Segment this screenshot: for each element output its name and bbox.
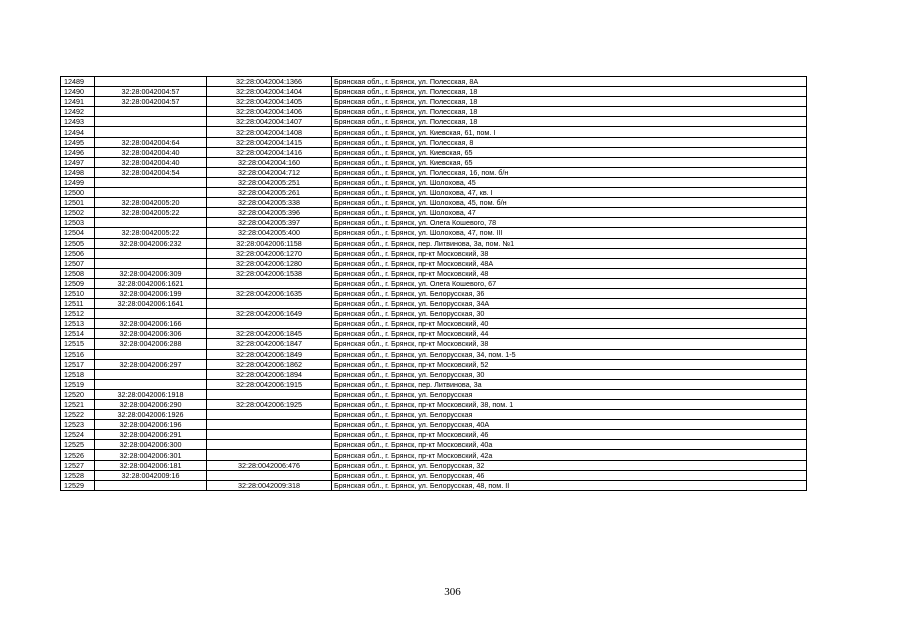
table-row (61, 278, 807, 288)
row-number-cell: 12525 (61, 440, 95, 450)
address-cell: Брянская обл., г. Брянск, ул. Белорусская, 30 (332, 309, 807, 319)
address-cell: Брянская обл., г. Брянск, ул. Полесская, 16, пом. б/н (332, 167, 807, 177)
building-number-cell: 32:28:0042004:1407 (207, 117, 332, 127)
building-number-cell: 32:28:0042006:1915 (207, 379, 332, 389)
row-number-cell: 12512 (61, 309, 95, 319)
building-number-cell: 32:28:0042004:712 (207, 167, 332, 177)
land-plot-number-cell: 32:28:0042004:54 (95, 167, 207, 177)
address-cell: Брянская обл., г. Брянск, пр-кт Московский, 48 (332, 268, 807, 278)
building-number-cell: 32:28:0042004:1408 (207, 127, 332, 137)
address-cell: Брянская обл., г. Брянск, пр-кт Московский, 38 (332, 339, 807, 349)
building-number-cell (207, 389, 332, 399)
row-number-cell: 12498 (61, 167, 95, 177)
building-number-cell: 32:28:0042005:251 (207, 177, 332, 187)
land-plot-number-cell (95, 117, 207, 127)
row-number-cell: 12518 (61, 369, 95, 379)
land-plot-number-cell: 32:28:0042004:57 (95, 87, 207, 97)
address-cell: Брянская обл., г. Брянск, пер. Литвинова, 3а, пом. №1 (332, 238, 807, 248)
table-row (61, 137, 807, 147)
address-cell: Брянская обл., г. Брянск, ул. Шолохова, 47, кв. I (332, 188, 807, 198)
building-number-cell: 32:28:0042006:1894 (207, 369, 332, 379)
land-plot-number-cell (95, 349, 207, 359)
land-plot-number-cell: 32:28:0042006:1918 (95, 389, 207, 399)
building-number-cell: 32:28:0042006:1538 (207, 268, 332, 278)
land-plot-number-cell: 32:28:0042006:297 (95, 359, 207, 369)
land-plot-number-cell (95, 177, 207, 187)
table-row (61, 258, 807, 268)
row-number-cell: 12499 (61, 177, 95, 187)
table-row (61, 299, 807, 309)
row-number-cell: 12489 (61, 77, 95, 87)
address-cell: Брянская обл., г. Брянск, ул. Шолохова, 47, пом. III (332, 228, 807, 238)
row-number-cell: 12491 (61, 97, 95, 107)
row-number-cell: 12510 (61, 288, 95, 298)
building-number-cell (207, 278, 332, 288)
building-number-cell (207, 430, 332, 440)
row-number-cell: 12524 (61, 430, 95, 440)
table-row (61, 188, 807, 198)
building-number-cell: 32:28:0042005:396 (207, 208, 332, 218)
address-cell: Брянская обл., г. Брянск, ул. Белорусская, 32 (332, 460, 807, 470)
row-number-cell: 12514 (61, 329, 95, 339)
address-cell: Брянская обл., г. Брянск, ул. Шолохова, 47 (332, 208, 807, 218)
row-number-cell: 12521 (61, 400, 95, 410)
building-number-cell: 32:28:0042006:1862 (207, 359, 332, 369)
table-row (61, 480, 807, 490)
land-plot-number-cell: 32:28:0042006:300 (95, 440, 207, 450)
building-number-cell: 32:28:0042006:1158 (207, 238, 332, 248)
table-row (61, 87, 807, 97)
row-number-cell: 12523 (61, 420, 95, 430)
row-number-cell: 12507 (61, 258, 95, 268)
table-row (61, 147, 807, 157)
table-body (61, 77, 807, 491)
row-number-cell: 12494 (61, 127, 95, 137)
row-number-cell: 12492 (61, 107, 95, 117)
building-number-cell: 32:28:0042004:1415 (207, 137, 332, 147)
land-plot-number-cell: 32:28:0042005:22 (95, 228, 207, 238)
row-number-cell: 12502 (61, 208, 95, 218)
table-row (61, 319, 807, 329)
land-plot-number-cell: 32:28:0042009:16 (95, 470, 207, 480)
land-plot-number-cell (95, 188, 207, 198)
land-plot-number-cell: 32:28:0042006:196 (95, 420, 207, 430)
table-row (61, 349, 807, 359)
building-number-cell (207, 450, 332, 460)
building-number-cell: 32:28:0042006:1845 (207, 329, 332, 339)
land-plot-number-cell: 32:28:0042004:57 (95, 97, 207, 107)
building-number-cell: 32:28:0042006:1849 (207, 349, 332, 359)
row-number-cell: 12511 (61, 299, 95, 309)
row-number-cell: 12501 (61, 198, 95, 208)
land-plot-number-cell (95, 369, 207, 379)
table-row (61, 167, 807, 177)
land-plot-number-cell: 32:28:0042006:290 (95, 400, 207, 410)
row-number-cell: 12506 (61, 248, 95, 258)
address-cell: Брянская обл., г. Брянск, ул. Белорусская (332, 410, 807, 420)
table-row (61, 410, 807, 420)
address-cell: Брянская обл., г. Брянск, пр-кт Московский, 44 (332, 329, 807, 339)
address-cell: Брянская обл., г. Брянск, пр-кт Московский, 48А (332, 258, 807, 268)
land-plot-number-cell (95, 248, 207, 258)
row-number-cell: 12515 (61, 339, 95, 349)
table-row (61, 97, 807, 107)
table-row (61, 157, 807, 167)
table-row (61, 460, 807, 470)
address-cell: Брянская обл., г. Брянск, пр-кт Московский, 40а (332, 440, 807, 450)
land-plot-number-cell: 32:28:0042004:64 (95, 137, 207, 147)
address-cell: Брянская обл., г. Брянск, пр-кт Московский, 40 (332, 319, 807, 329)
address-cell: Брянская обл., г. Брянск, ул. Киевская, 65 (332, 157, 807, 167)
address-cell: Брянская обл., г. Брянск, ул. Олега Кошевого, 67 (332, 278, 807, 288)
address-cell: Брянская обл., г. Брянск, ул. Белорусская, 34, пом. 1-5 (332, 349, 807, 359)
building-number-cell: 32:28:0042009:318 (207, 480, 332, 490)
building-number-cell (207, 299, 332, 309)
land-plot-number-cell (95, 127, 207, 137)
table-row (61, 379, 807, 389)
land-plot-number-cell: 32:28:0042006:288 (95, 339, 207, 349)
building-number-cell: 32:28:0042004:1416 (207, 147, 332, 157)
building-number-cell: 32:28:0042006:1847 (207, 339, 332, 349)
building-number-cell: 32:28:0042006:1635 (207, 288, 332, 298)
land-plot-number-cell: 32:28:0042006:199 (95, 288, 207, 298)
building-number-cell (207, 319, 332, 329)
building-number-cell: 32:28:0042005:400 (207, 228, 332, 238)
table-row (61, 339, 807, 349)
table-row (61, 369, 807, 379)
address-cell: Брянская обл., г. Брянск, ул. Киевская, 61, пом. I (332, 127, 807, 137)
land-plot-number-cell: 32:28:0042006:1621 (95, 278, 207, 288)
table-row (61, 288, 807, 298)
table-row (61, 389, 807, 399)
row-number-cell: 12526 (61, 450, 95, 460)
row-number-cell: 12496 (61, 147, 95, 157)
land-plot-number-cell: 32:28:0042006:1641 (95, 299, 207, 309)
table-row (61, 198, 807, 208)
land-plot-number-cell (95, 309, 207, 319)
table-row (61, 238, 807, 248)
address-cell: Брянская обл., г. Брянск, ул. Олега Кошевого, 78 (332, 218, 807, 228)
building-number-cell: 32:28:0042005:261 (207, 188, 332, 198)
building-number-cell: 32:28:0042004:1366 (207, 77, 332, 87)
row-number-cell: 12500 (61, 188, 95, 198)
building-number-cell (207, 470, 332, 480)
table-row (61, 117, 807, 127)
building-number-cell: 32:28:0042006:1280 (207, 258, 332, 268)
table-row (61, 177, 807, 187)
table-row (61, 450, 807, 460)
address-cell: Брянская обл., г. Брянск, пр-кт Московский, 42а (332, 450, 807, 460)
row-number-cell: 12528 (61, 470, 95, 480)
address-cell: Брянская обл., г. Брянск, ул. Полесская, 18 (332, 87, 807, 97)
land-plot-number-cell (95, 258, 207, 268)
building-number-cell: 32:28:0042005:397 (207, 218, 332, 228)
address-cell: Брянская обл., г. Брянск, пер. Литвинова, 3а (332, 379, 807, 389)
address-cell: Брянская обл., г. Брянск, ул. Белорусская, 34А (332, 299, 807, 309)
table-row (61, 309, 807, 319)
row-number-cell: 12503 (61, 218, 95, 228)
address-cell: Брянская обл., г. Брянск, ул. Белорусская, 46 (332, 470, 807, 480)
table-row (61, 77, 807, 87)
address-cell: Брянская обл., г. Брянск, ул. Киевская, 65 (332, 147, 807, 157)
row-number-cell: 12519 (61, 379, 95, 389)
address-cell: Брянская обл., г. Брянск, ул. Полесская, 8А (332, 77, 807, 87)
land-plot-number-cell: 32:28:0042006:301 (95, 450, 207, 460)
row-number-cell: 12493 (61, 117, 95, 127)
land-plot-number-cell: 32:28:0042006:291 (95, 430, 207, 440)
row-number-cell: 12508 (61, 268, 95, 278)
address-cell: Брянская обл., г. Брянск, ул. Шолохова, 45, пом. б/н (332, 198, 807, 208)
land-plot-number-cell: 32:28:0042006:166 (95, 319, 207, 329)
land-plot-number-cell: 32:28:0042006:306 (95, 329, 207, 339)
table-row (61, 208, 807, 218)
row-number-cell: 12509 (61, 278, 95, 288)
table-row (61, 420, 807, 430)
address-cell: Брянская обл., г. Брянск, пр-кт Московский, 46 (332, 430, 807, 440)
land-plot-number-cell: 32:28:0042005:20 (95, 198, 207, 208)
building-number-cell: 32:28:0042004:1405 (207, 97, 332, 107)
table-row (61, 470, 807, 480)
address-cell: Брянская обл., г. Брянск, ул. Белорусская, 48, пом. II (332, 480, 807, 490)
land-plot-number-cell: 32:28:0042006:232 (95, 238, 207, 248)
address-cell: Брянская обл., г. Брянск, ул. Полесская, 8 (332, 137, 807, 147)
building-number-cell (207, 410, 332, 420)
land-plot-number-cell (95, 77, 207, 87)
land-plot-number-cell (95, 218, 207, 228)
address-cell: Брянская обл., г. Брянск, ул. Шолохова, 45 (332, 177, 807, 187)
building-number-cell: 32:28:0042004:1404 (207, 87, 332, 97)
land-plot-number-cell: 32:28:0042004:40 (95, 157, 207, 167)
row-number-cell: 12490 (61, 87, 95, 97)
building-number-cell: 32:28:0042004:1406 (207, 107, 332, 117)
land-plot-number-cell (95, 379, 207, 389)
row-number-cell: 12529 (61, 480, 95, 490)
table-row (61, 218, 807, 228)
row-number-cell: 12497 (61, 157, 95, 167)
cadastral-table (60, 76, 807, 491)
row-number-cell: 12516 (61, 349, 95, 359)
table-row (61, 248, 807, 258)
table-row (61, 107, 807, 117)
address-cell: Брянская обл., г. Брянск, ул. Белорусская (332, 389, 807, 399)
building-number-cell: 32:28:0042006:476 (207, 460, 332, 470)
building-number-cell: 32:28:0042006:1270 (207, 248, 332, 258)
address-cell: Брянская обл., г. Брянск, ул. Белорусская, 36 (332, 288, 807, 298)
land-plot-number-cell (95, 480, 207, 490)
row-number-cell: 12520 (61, 389, 95, 399)
table-row (61, 268, 807, 278)
row-number-cell: 12504 (61, 228, 95, 238)
address-cell: Брянская обл., г. Брянск, ул. Белорусская, 30 (332, 369, 807, 379)
row-number-cell: 12495 (61, 137, 95, 147)
land-plot-number-cell (95, 107, 207, 117)
land-plot-number-cell: 32:28:0042004:40 (95, 147, 207, 157)
building-number-cell (207, 440, 332, 450)
address-cell: Брянская обл., г. Брянск, ул. Белорусская, 40А (332, 420, 807, 430)
table-row (61, 228, 807, 238)
address-cell: Брянская обл., г. Брянск, пр-кт Московский, 38 (332, 248, 807, 258)
address-cell: Брянская обл., г. Брянск, ул. Полесская, 18 (332, 107, 807, 117)
table-row (61, 329, 807, 339)
land-plot-number-cell: 32:28:0042006:181 (95, 460, 207, 470)
land-plot-number-cell: 32:28:0042006:1926 (95, 410, 207, 420)
land-plot-number-cell: 32:28:0042005:22 (95, 208, 207, 218)
building-number-cell: 32:28:0042006:1649 (207, 309, 332, 319)
table-row (61, 127, 807, 137)
building-number-cell: 32:28:0042004:160 (207, 157, 332, 167)
building-number-cell (207, 420, 332, 430)
page-number: 306 (444, 586, 461, 598)
row-number-cell: 12517 (61, 359, 95, 369)
address-cell: Брянская обл., г. Брянск, ул. Полесская, 18 (332, 97, 807, 107)
table-row (61, 400, 807, 410)
building-number-cell: 32:28:0042005:338 (207, 198, 332, 208)
land-plot-number-cell: 32:28:0042006:309 (95, 268, 207, 278)
row-number-cell: 12513 (61, 319, 95, 329)
table-row (61, 430, 807, 440)
address-cell: Брянская обл., г. Брянск, пр-кт Московский, 38, пом. 1 (332, 400, 807, 410)
address-cell: Брянская обл., г. Брянск, пр-кт Московский, 52 (332, 359, 807, 369)
building-number-cell: 32:28:0042006:1925 (207, 400, 332, 410)
row-number-cell: 12527 (61, 460, 95, 470)
table-row (61, 440, 807, 450)
table-row (61, 359, 807, 369)
row-number-cell: 12522 (61, 410, 95, 420)
address-cell: Брянская обл., г. Брянск, ул. Полесская, 18 (332, 117, 807, 127)
row-number-cell: 12505 (61, 238, 95, 248)
